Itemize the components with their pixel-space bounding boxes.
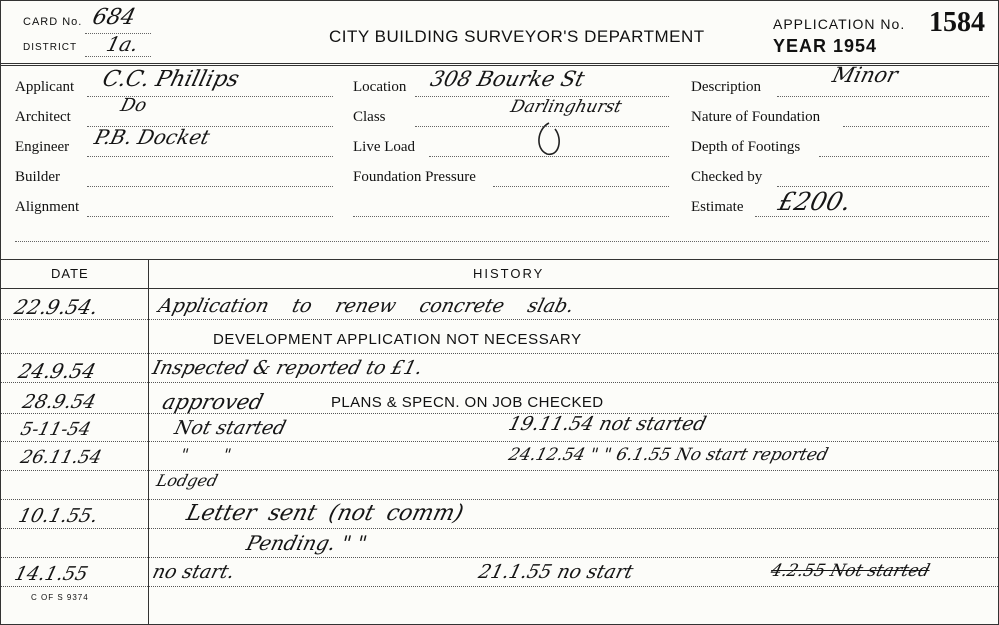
history-entry: Lodged: [154, 471, 220, 490]
architect-label: Architect: [15, 109, 71, 125]
history-header-rule: [1, 288, 998, 289]
history-entry: Application to renew concrete slab.: [156, 295, 577, 317]
location-value-2: Darlinghurst: [508, 97, 624, 117]
class-label: Class: [353, 109, 386, 125]
history-entry-secondary: 21.1.55 no start: [476, 561, 636, 583]
application-no-label: APPLICATION No.: [773, 16, 906, 32]
history-entry-struck: 4.2.55 Not started: [768, 561, 932, 581]
architect-value: Do: [118, 95, 149, 116]
history-entry-secondary: 19.11.54 not started: [506, 413, 709, 435]
year-label: YEAR 1954: [773, 36, 878, 56]
card-no-value: 684: [89, 5, 139, 30]
foundation-pressure-label: Foundation Pressure: [353, 169, 476, 185]
estimate-value: £200.: [775, 187, 855, 216]
checked-by-label: Checked by: [691, 169, 763, 185]
application-no-value: 1584: [929, 7, 985, 38]
history-entry: Inspected & reported to £1.: [150, 357, 425, 379]
history-date: 28.9.54: [20, 391, 99, 413]
card-no-label: CARD No.: [23, 16, 83, 28]
history-entry: Letter sent (not comm): [183, 501, 466, 526]
history-entry: approved: [160, 390, 266, 414]
location-value: 308 Bourke St: [428, 67, 588, 91]
form-code: C OF S 9374: [31, 593, 89, 602]
history-date: 22.9.54.: [12, 295, 101, 319]
date-column-divider: [148, 259, 149, 625]
depth-footings-label: Depth of Footings: [691, 139, 801, 155]
engineer-label: Engineer: [15, 139, 70, 155]
history-date: 10.1.55.: [16, 505, 101, 527]
engineer-value: P.B. Docket: [92, 125, 213, 149]
fields-divider: [1, 259, 998, 260]
location-label: Location: [353, 79, 407, 95]
history-entry: " ": [178, 445, 234, 464]
department-title: CITY BUILDING SURVEYOR'S DEPARTMENT: [329, 27, 705, 46]
applicant-label: Applicant: [15, 79, 75, 95]
history-stamp: DEVELOPMENT APPLICATION NOT NECESSARY: [213, 331, 582, 348]
builder-label: Builder: [15, 169, 60, 185]
date-header: DATE: [51, 266, 89, 281]
alignment-label: Alignment: [15, 199, 80, 215]
description-value: Minor: [830, 63, 901, 87]
applicant-value: C.C. Phillips: [99, 67, 242, 92]
history-date: 14.1.55: [12, 563, 91, 585]
history-entry-secondary: 24.12.54 " " 6.1.55 No start reported: [506, 445, 831, 465]
nature-foundation-label: Nature of Foundation: [691, 109, 821, 125]
live-load-label: Live Load: [353, 139, 416, 155]
district-label: DISTRICT: [23, 42, 78, 53]
history-entry: Not started: [172, 417, 289, 439]
history-entry: no start.: [150, 561, 237, 583]
history-date: 24.9.54: [16, 359, 99, 383]
history-date: 26.11.54: [18, 447, 104, 468]
history-entry: Pending. " ": [244, 531, 370, 555]
history-stamp: PLANS & SPECN. ON JOB CHECKED: [331, 394, 604, 411]
class-mark-scribble: [533, 119, 567, 159]
history-header: HISTORY: [473, 266, 545, 281]
estimate-label: Estimate: [691, 199, 744, 215]
district-value: 1a.: [104, 32, 142, 56]
history-date: 5-11-54: [18, 419, 94, 440]
description-label: Description: [691, 79, 761, 95]
